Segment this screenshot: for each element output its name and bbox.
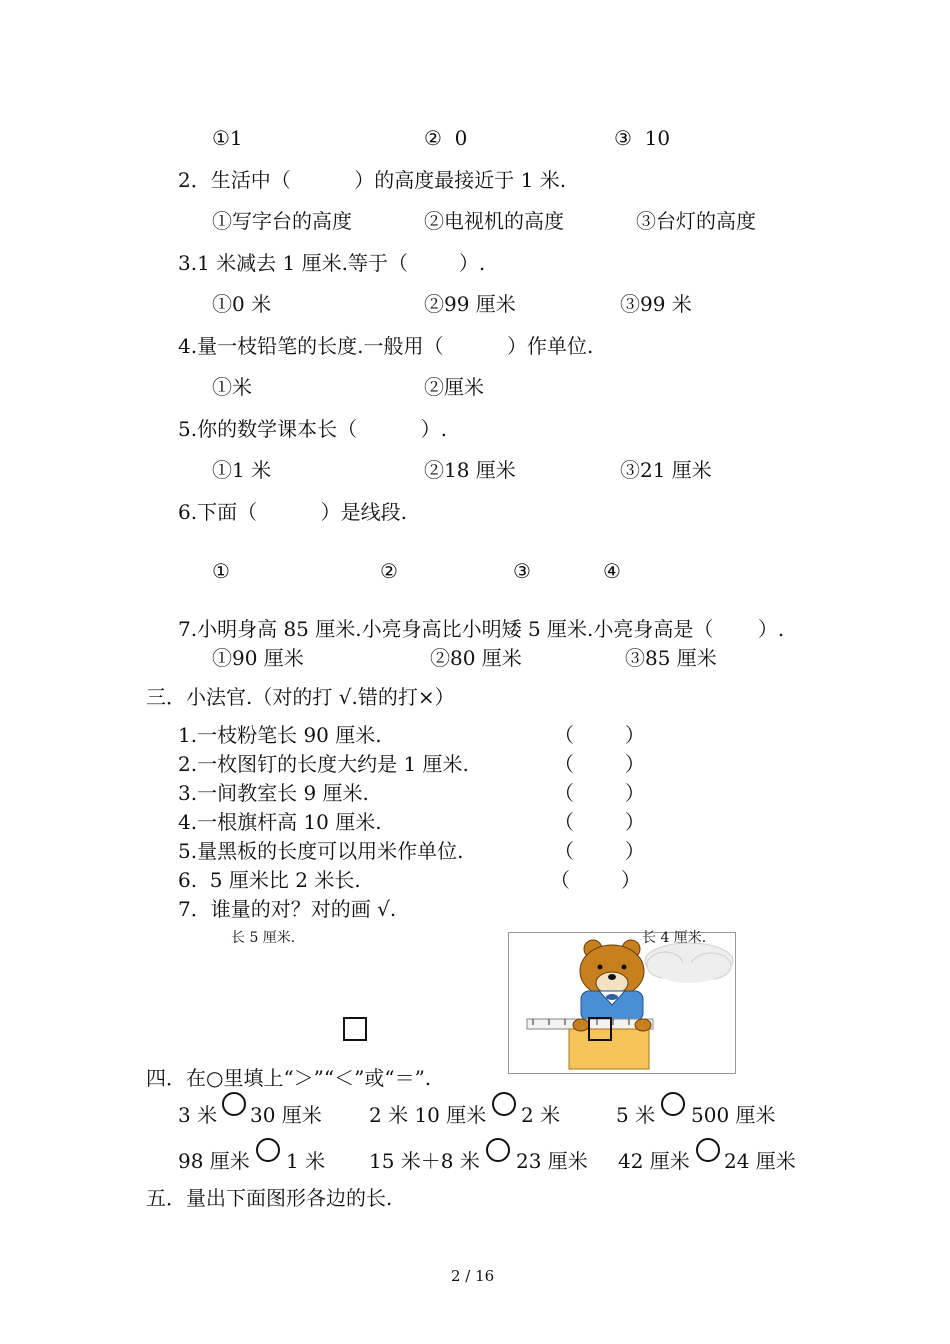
q3-question: 3.1 米减去 1 厘米.等于（ ）.	[178, 251, 486, 275]
q3-option-1: ①0 米	[212, 292, 272, 316]
compare-3-right: 500 厘米	[691, 1103, 776, 1127]
bear-picture	[508, 932, 736, 1074]
section5-title: 五．量出下面图形各边的长.	[146, 1186, 393, 1210]
left-measure-label: 长 5 厘米.	[231, 930, 296, 946]
compare-4-right: 1 米	[286, 1149, 326, 1173]
q4-option-2: ②厘米	[424, 375, 484, 399]
compare-circle-1[interactable]	[222, 1092, 246, 1116]
s3-item-6: 6. 5 厘米比 2 米长.	[178, 868, 361, 892]
right-measure-label: 长 4 厘米.	[642, 930, 707, 946]
answer-box-right[interactable]	[588, 1017, 612, 1041]
q2-option-1: ①写字台的高度	[212, 209, 352, 233]
compare-5-left: 15 米＋8 米	[369, 1149, 480, 1173]
compare-3-left: 5 米	[616, 1103, 656, 1127]
q7-option-1: ①90 厘米	[212, 646, 304, 670]
q1-option-2: ② 0	[424, 126, 468, 150]
bear	[580, 940, 644, 1021]
q4-question: 4.量一枝铅笔的长度.一般用（ ）作单位.	[178, 334, 594, 358]
s3-item-5-paren: （ ）	[554, 839, 645, 863]
speech-cloud	[645, 943, 733, 983]
s3-item-1: 1.一枝粉笔长 90 厘米.	[178, 723, 382, 747]
compare-6-right: 24 厘米	[724, 1149, 796, 1173]
q5-option-3: ③21 厘米	[620, 458, 712, 482]
compare-6-left: 42 厘米	[618, 1149, 690, 1173]
q3-option-3: ③99 米	[620, 292, 692, 316]
compare-2-left: 2 米 10 厘米	[369, 1103, 487, 1127]
compare-1-left: 3 米	[178, 1103, 218, 1127]
compare-1-right: 30 厘米	[250, 1103, 322, 1127]
compare-circle-2[interactable]	[492, 1092, 516, 1116]
q5-option-2: ②18 厘米	[424, 458, 516, 482]
q7-option-3: ③85 厘米	[625, 646, 717, 670]
q6-option-4: ④	[603, 559, 621, 583]
q4-option-1: ①米	[212, 375, 252, 399]
s3-item-3-paren: （ ）	[554, 781, 645, 805]
answer-box-left[interactable]	[343, 1017, 367, 1041]
s3-item-2: 2.一枚图钉的长度大约是 1 厘米.	[178, 752, 469, 776]
q2-option-3: ③台灯的高度	[636, 209, 756, 233]
q5-option-1: ①1 米	[212, 458, 272, 482]
q1-option-3: ③ 10	[614, 126, 671, 150]
compare-circle-5[interactable]	[486, 1138, 510, 1162]
s3-item-4: 4.一根旗杆高 10 厘米.	[178, 810, 382, 834]
section3-title: 三．小法官.（对的打 √.错的打×）	[146, 685, 455, 709]
q1-option-1: ①1	[212, 126, 243, 150]
q2-question: 2．生活中（ ）的高度最接近于 1 米.	[178, 168, 567, 192]
q2-option-2: ②电视机的高度	[424, 209, 564, 233]
bear-illustration	[509, 930, 735, 1073]
q5-question: 5.你的数学课本长（ ）.	[178, 417, 448, 441]
q3-option-2: ②99 厘米	[424, 292, 516, 316]
s3-item-2-paren: （ ）	[554, 752, 645, 776]
s3-q7: 7．谁量的对？对的画 √.	[178, 897, 397, 921]
q7-option-2: ②80 厘米	[430, 646, 522, 670]
q6-option-2: ②	[380, 559, 398, 583]
compare-circle-4[interactable]	[256, 1138, 280, 1162]
page-number: 2 / 16	[451, 1267, 495, 1285]
compare-4-left: 98 厘米	[178, 1149, 250, 1173]
q6-option-3: ③	[513, 559, 531, 583]
compare-5-right: 23 厘米	[516, 1149, 588, 1173]
q7-question: 7.小明身高 85 厘米.小亮身高比小明矮 5 厘米.小亮身高是（ ）.	[178, 617, 785, 641]
section4-title: 四．在○里填上“＞”“＜”或“＝”.	[146, 1066, 432, 1090]
s3-item-1-paren: （ ）	[554, 723, 645, 747]
q6-question: 6.下面（ ）是线段.	[178, 500, 408, 524]
compare-circle-3[interactable]	[661, 1092, 685, 1116]
compare-2-right: 2 米	[521, 1103, 561, 1127]
s3-item-4-paren: （ ）	[554, 810, 645, 834]
s3-item-3: 3.一间教室长 9 厘米.	[178, 781, 369, 805]
compare-circle-6[interactable]	[696, 1138, 720, 1162]
q6-option-1: ①	[212, 559, 230, 583]
s3-item-6-paren: （ ）	[550, 868, 641, 892]
s3-item-5: 5.量黑板的长度可以用米作单位.	[178, 839, 464, 863]
